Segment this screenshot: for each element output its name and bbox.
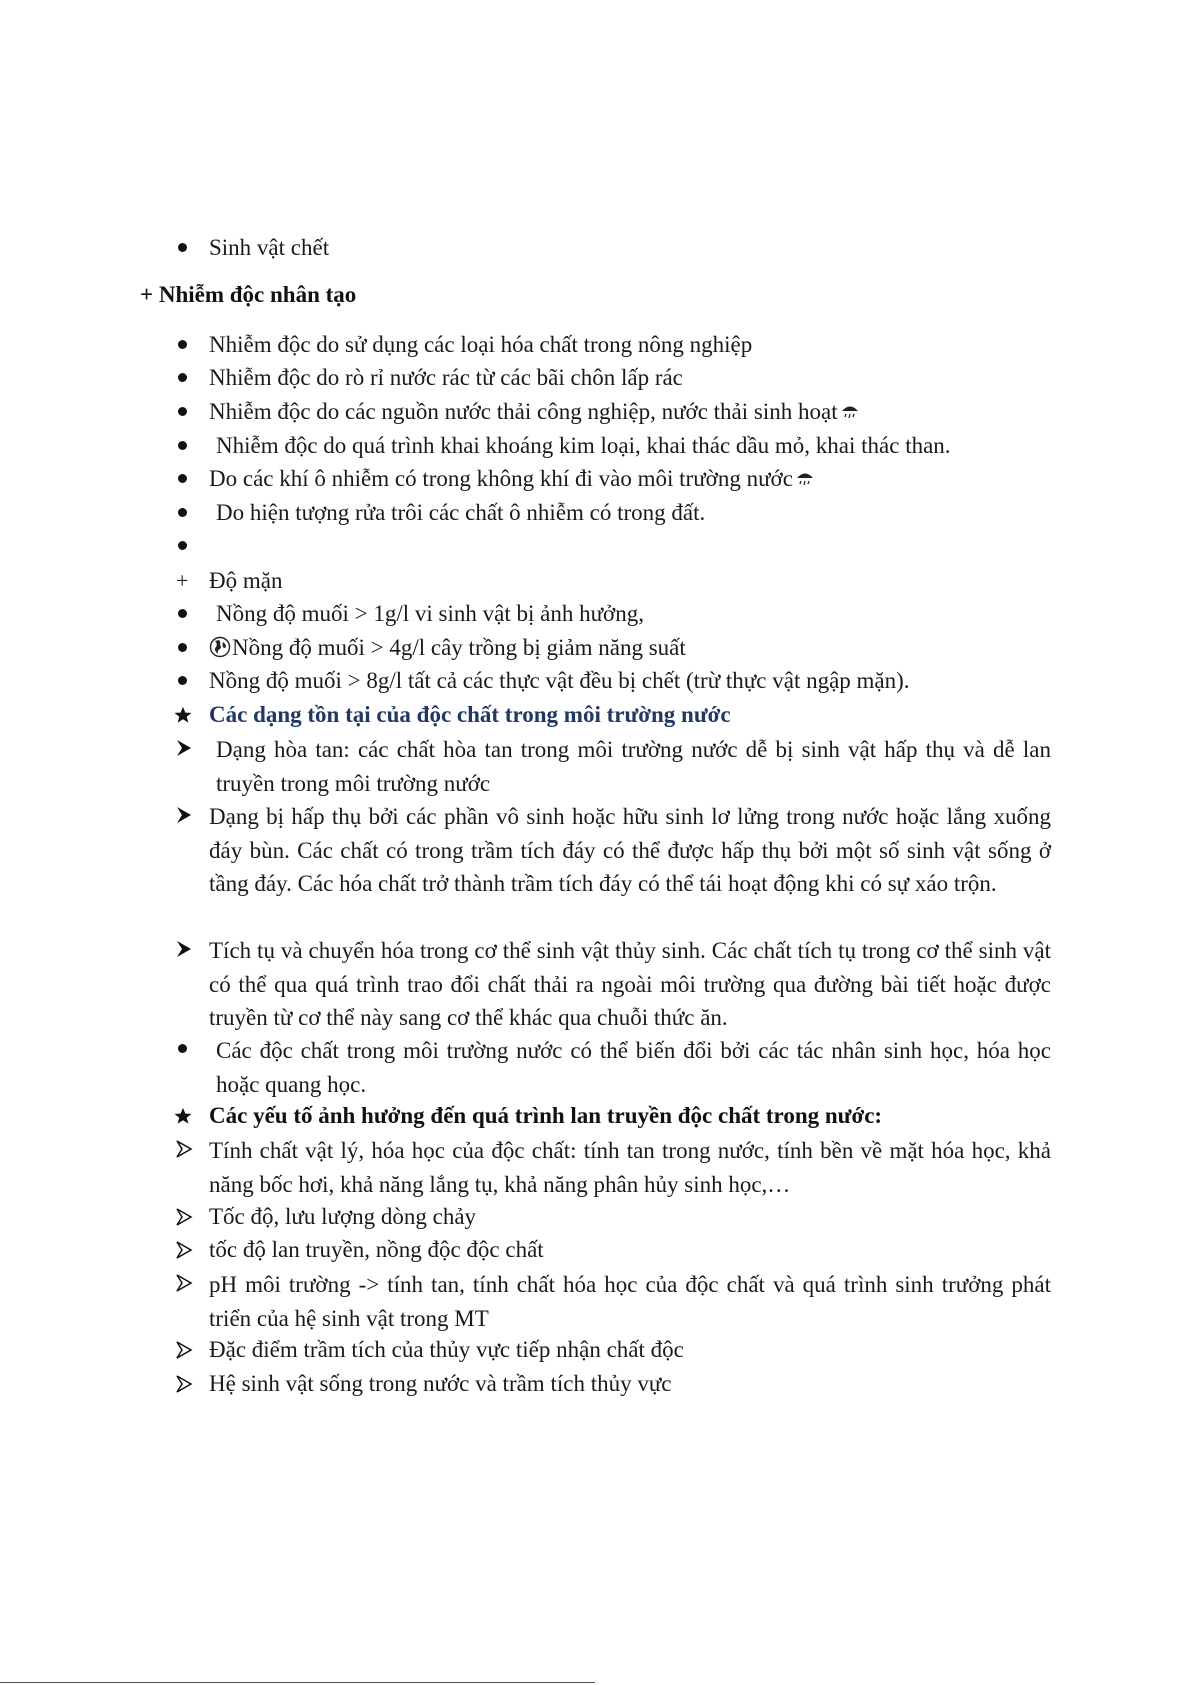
list-item bbox=[0, 666, 1191, 698]
umbrella-rain-icon bbox=[841, 403, 859, 419]
list-item-text: Tính chất vật lý, hóa học của độc chất: tính tan trong nước, tính bền về mặt hóa học, khả năng bốc hơi, khả năng lắng tụ, khả năng phân hủy sinh học,… bbox=[209, 1138, 1051, 1197]
bullet-dot-icon bbox=[178, 541, 187, 550]
footer-divider bbox=[0, 1682, 595, 1683]
list-item-text: Nồng độ muối > 8g/l tất cả các thực vật đều bị chết (trừ thực vật ngập mặn). bbox=[209, 668, 910, 693]
list-item bbox=[0, 1202, 1191, 1234]
arrowhead-icon bbox=[175, 1140, 193, 1158]
list-item-text: Nhiễm độc do sử dụng các loại hóa chất trong nông nghiệp bbox=[209, 332, 753, 357]
list-item-text: Tích tụ và chuyển hóa trong cơ thể sinh vật thủy sinh. Các chất tích tụ trong cơ thể sinh vật có thể qua quá trình trao đổi chất thải ra ngoài môi trường qua đường bài tiết hoặc được truyền từ cơ thể này sang cơ thể khác qua chuỗi thức ăn. bbox=[209, 938, 1051, 1030]
list-item-text: Sinh vật chết bbox=[209, 235, 330, 260]
bullet-dot-icon bbox=[178, 340, 187, 349]
bullet-dot-icon bbox=[178, 609, 187, 618]
list-item-label: Do các khí ô nhiễm có trong không khí đi vào môi trường nước bbox=[209, 466, 793, 491]
list-item bbox=[0, 1235, 1191, 1267]
list-item-label: Nồng độ muối > 4g/l cây trồng bị giảm năng suất bbox=[232, 635, 686, 660]
list-item-text: Các độc chất trong môi trường nước có thể biến đổi bởi các tác nhân sinh học, hóa học hoặc quang học. bbox=[216, 1038, 1051, 1097]
list-item-text: Dạng bị hấp thụ bởi các phần vô sinh hoặc hữu sinh lơ lửng trong nước hoặc lắng xuống đáy bùn. Các chất có trong trầm tích đáy có thể được hấp thụ bởi một số sinh vật sống ở tầng đáy. Các hóa chất trở thành trầm tích đáy có thể tái hoạt động khi có sự xáo trộn. bbox=[209, 804, 1051, 896]
arrowhead-icon bbox=[175, 940, 193, 958]
list-item-text bbox=[209, 464, 1051, 494]
arrowhead-icon bbox=[175, 806, 193, 824]
list-item bbox=[0, 1034, 1191, 1104]
umbrella-rain-icon bbox=[796, 470, 814, 486]
bullet-dot-icon bbox=[178, 373, 187, 382]
list-item bbox=[0, 464, 1191, 496]
arrowhead-icon bbox=[175, 1375, 193, 1393]
bullet-dot-icon bbox=[178, 407, 187, 416]
bullet-dot-icon bbox=[178, 474, 187, 483]
bullet-dot-icon bbox=[178, 643, 187, 652]
bullet-dot-icon bbox=[178, 243, 187, 252]
list-item-text: Tốc độ, lưu lượng dòng chảy bbox=[209, 1204, 477, 1229]
list-item-text: pH môi trường -> tính tan, tính chất hóa học của độc chất và quá trình sinh trưởng phát triển của hệ sinh vật trong MT bbox=[209, 1272, 1051, 1331]
list-item-text: Do hiện tượng rửa trôi các chất ô nhiễm có trong đất. bbox=[216, 500, 706, 525]
arrowhead-icon bbox=[175, 1341, 193, 1359]
star-icon bbox=[174, 1107, 192, 1125]
list-item bbox=[0, 363, 1191, 395]
plus-marker: + bbox=[176, 568, 189, 593]
arrowhead-icon bbox=[175, 1241, 193, 1259]
list-item-text: tốc độ lan truyền, nồng độc độc chất bbox=[209, 1237, 544, 1262]
list-item bbox=[0, 566, 1191, 598]
list-item bbox=[0, 633, 1191, 665]
list-item-text: Nhiễm độc do rò rỉ nước rác từ các bãi chôn lấp rác bbox=[209, 365, 683, 390]
list-item bbox=[0, 233, 1191, 265]
list-item-text bbox=[209, 397, 1051, 427]
arrowhead-icon bbox=[175, 1208, 193, 1226]
list-item bbox=[0, 934, 1191, 1036]
bullet-dot-icon bbox=[178, 676, 187, 685]
bullet-dot-icon bbox=[178, 1044, 187, 1053]
list-item bbox=[0, 1268, 1191, 1338]
arrowhead-icon bbox=[175, 1274, 193, 1292]
section-heading: + Nhiễm độc nhân tạo bbox=[140, 282, 357, 307]
arrowhead-icon bbox=[175, 739, 193, 757]
globe-icon bbox=[209, 636, 231, 658]
bullet-dot-icon bbox=[178, 508, 187, 517]
list-item-label: Nhiễm độc do các nguồn nước thải công nghiệp, nước thải sinh hoạt bbox=[209, 399, 838, 424]
subsection-heading: Các dạng tồn tại của độc chất trong môi trường nước bbox=[209, 702, 731, 727]
list-item-text: Độ mặn bbox=[209, 568, 283, 593]
list-item bbox=[0, 397, 1191, 429]
list-item bbox=[0, 733, 1191, 803]
list-item bbox=[0, 1134, 1191, 1204]
list-item-text: Hệ sinh vật sống trong nước và trầm tích thủy vực bbox=[209, 1371, 672, 1396]
list-item bbox=[0, 800, 1191, 935]
subsection-heading: Các yếu tố ảnh hưởng đến quá trình lan truyền độc chất trong nước: bbox=[209, 1103, 883, 1128]
list-item-text: Đặc điểm trầm tích của thủy vực tiếp nhận chất độc bbox=[209, 1337, 684, 1362]
list-item bbox=[0, 1335, 1191, 1367]
list-item bbox=[0, 330, 1191, 362]
star-icon bbox=[174, 706, 192, 724]
list-item bbox=[0, 599, 1191, 631]
list-item-text: Nồng độ muối > 1g/l vi sinh vật bị ảnh hưởng, bbox=[216, 601, 644, 626]
list-item bbox=[0, 498, 1191, 530]
empty-list-item bbox=[0, 531, 1191, 563]
bullet-dot-icon bbox=[178, 441, 187, 450]
list-item bbox=[0, 431, 1191, 463]
list-item-text: Nhiễm độc do quá trình khai khoáng kim loại, khai thác dầu mỏ, khai thác than. bbox=[216, 433, 951, 458]
subsection-heading-row bbox=[0, 1101, 1191, 1133]
list-item-text bbox=[209, 633, 1051, 663]
list-item bbox=[0, 1369, 1191, 1401]
subsection-heading-row bbox=[0, 700, 1191, 732]
list-item-text: Dạng hòa tan: các chất hòa tan trong môi trường nước dễ bị sinh vật hấp thụ và dễ lan truyền trong môi trường nước bbox=[216, 737, 1051, 796]
